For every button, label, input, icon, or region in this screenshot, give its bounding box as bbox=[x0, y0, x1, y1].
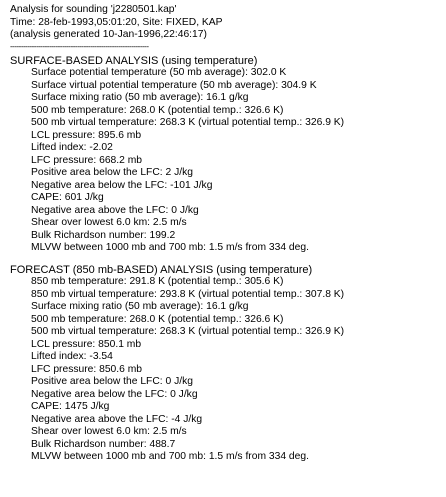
surface-item: Bulk Richardson number: 199.2 bbox=[31, 229, 176, 241]
forecast-item: Negative area above the LFC: -4 J/kg bbox=[31, 413, 203, 425]
forecast-item: Negative area below the LFC: 0 J/kg bbox=[31, 388, 198, 400]
surface-item: Shear over lowest 6.0 km: 2.5 m/s bbox=[31, 217, 187, 228]
surface-item: Negative area above the LFC: 0 J/kg bbox=[31, 204, 199, 216]
forecast-section-heading: FORECAST (850 mb-BASED) ANALYSIS (using temperature) bbox=[10, 263, 313, 276]
forecast-item: 500 mb virtual temperature: 268.3 K (virtual potential temp.: 326.9 K) bbox=[31, 326, 345, 337]
surface-section-heading: SURFACE-BASED ANALYSIS (using temperature) bbox=[10, 54, 258, 67]
header-separator: ---------------------------------------------------------------- bbox=[10, 41, 149, 51]
forecast-item: Shear over lowest 6.0 km: 2.5 m/s bbox=[31, 426, 187, 437]
forecast-item: Bulk Richardson number: 488.7 bbox=[31, 438, 176, 450]
surface-section-list bbox=[10, 67, 442, 255]
surface-item: LFC pressure: 668.2 mb bbox=[31, 154, 143, 166]
surface-item: Lifted index: -2.02 bbox=[31, 142, 113, 153]
forecast-item: LCL pressure: 850.1 mb bbox=[31, 338, 142, 350]
surface-item: 500 mb temperature: 268.0 K (potential temp.: 326.6 K) bbox=[31, 104, 284, 116]
forecast-item: Positive area below the LFC: 0 J/kg bbox=[31, 376, 193, 387]
surface-item: Surface mixing ratio (50 mb average): 16.1 g/kg bbox=[31, 92, 249, 103]
forecast-item: 500 mb temperature: 268.0 K (potential temp.: 326.6 K) bbox=[31, 313, 284, 325]
surface-item: MLVW between 1000 mb and 700 mb: 1.5 m/s from 334 deg. bbox=[31, 242, 309, 253]
surface-item: LCL pressure: 895.6 mb bbox=[31, 129, 142, 141]
forecast-item: Surface mixing ratio (50 mb average): 16.1 g/kg bbox=[31, 301, 249, 312]
surface-item: Negative area below the LFC: -101 J/kg bbox=[31, 179, 213, 191]
forecast-item: 850 mb virtual temperature: 293.8 K (virtual potential temp.: 307.8 K) bbox=[31, 288, 345, 300]
surface-item: Positive area below the LFC: 2 J/kg bbox=[31, 167, 193, 178]
forecast-item: LFC pressure: 850.6 mb bbox=[31, 363, 143, 375]
header-time-site: Time: 28-feb-1993,05:01:20, Site: FIXED, KAP bbox=[10, 16, 223, 28]
sounding-analysis-document bbox=[10, 4, 442, 464]
forecast-item: MLVW between 1000 mb and 700 mb: 1.5 m/s from 334 deg. bbox=[31, 451, 309, 462]
forecast-item: Lifted index: -3.54 bbox=[31, 351, 113, 362]
header-generated: (analysis generated 10-Jan-1996,22:46:17) bbox=[10, 29, 207, 40]
header-sounding-title: Analysis for sounding 'j2280501.kap' bbox=[10, 4, 177, 15]
forecast-section-list bbox=[10, 276, 442, 464]
surface-item: CAPE: 601 J/kg bbox=[31, 192, 104, 203]
surface-item: Surface potential temperature (50 mb average): 302.0 K bbox=[31, 67, 287, 78]
forecast-item: 850 mb temperature: 291.8 K (potential temp.: 305.6 K) bbox=[31, 276, 284, 287]
surface-item: Surface virtual potential temperature (50 mb average): 304.9 K bbox=[31, 79, 317, 91]
surface-item: 500 mb virtual temperature: 268.3 K (virtual potential temp.: 326.9 K) bbox=[31, 117, 345, 128]
forecast-item: CAPE: 1475 J/kg bbox=[31, 401, 110, 412]
